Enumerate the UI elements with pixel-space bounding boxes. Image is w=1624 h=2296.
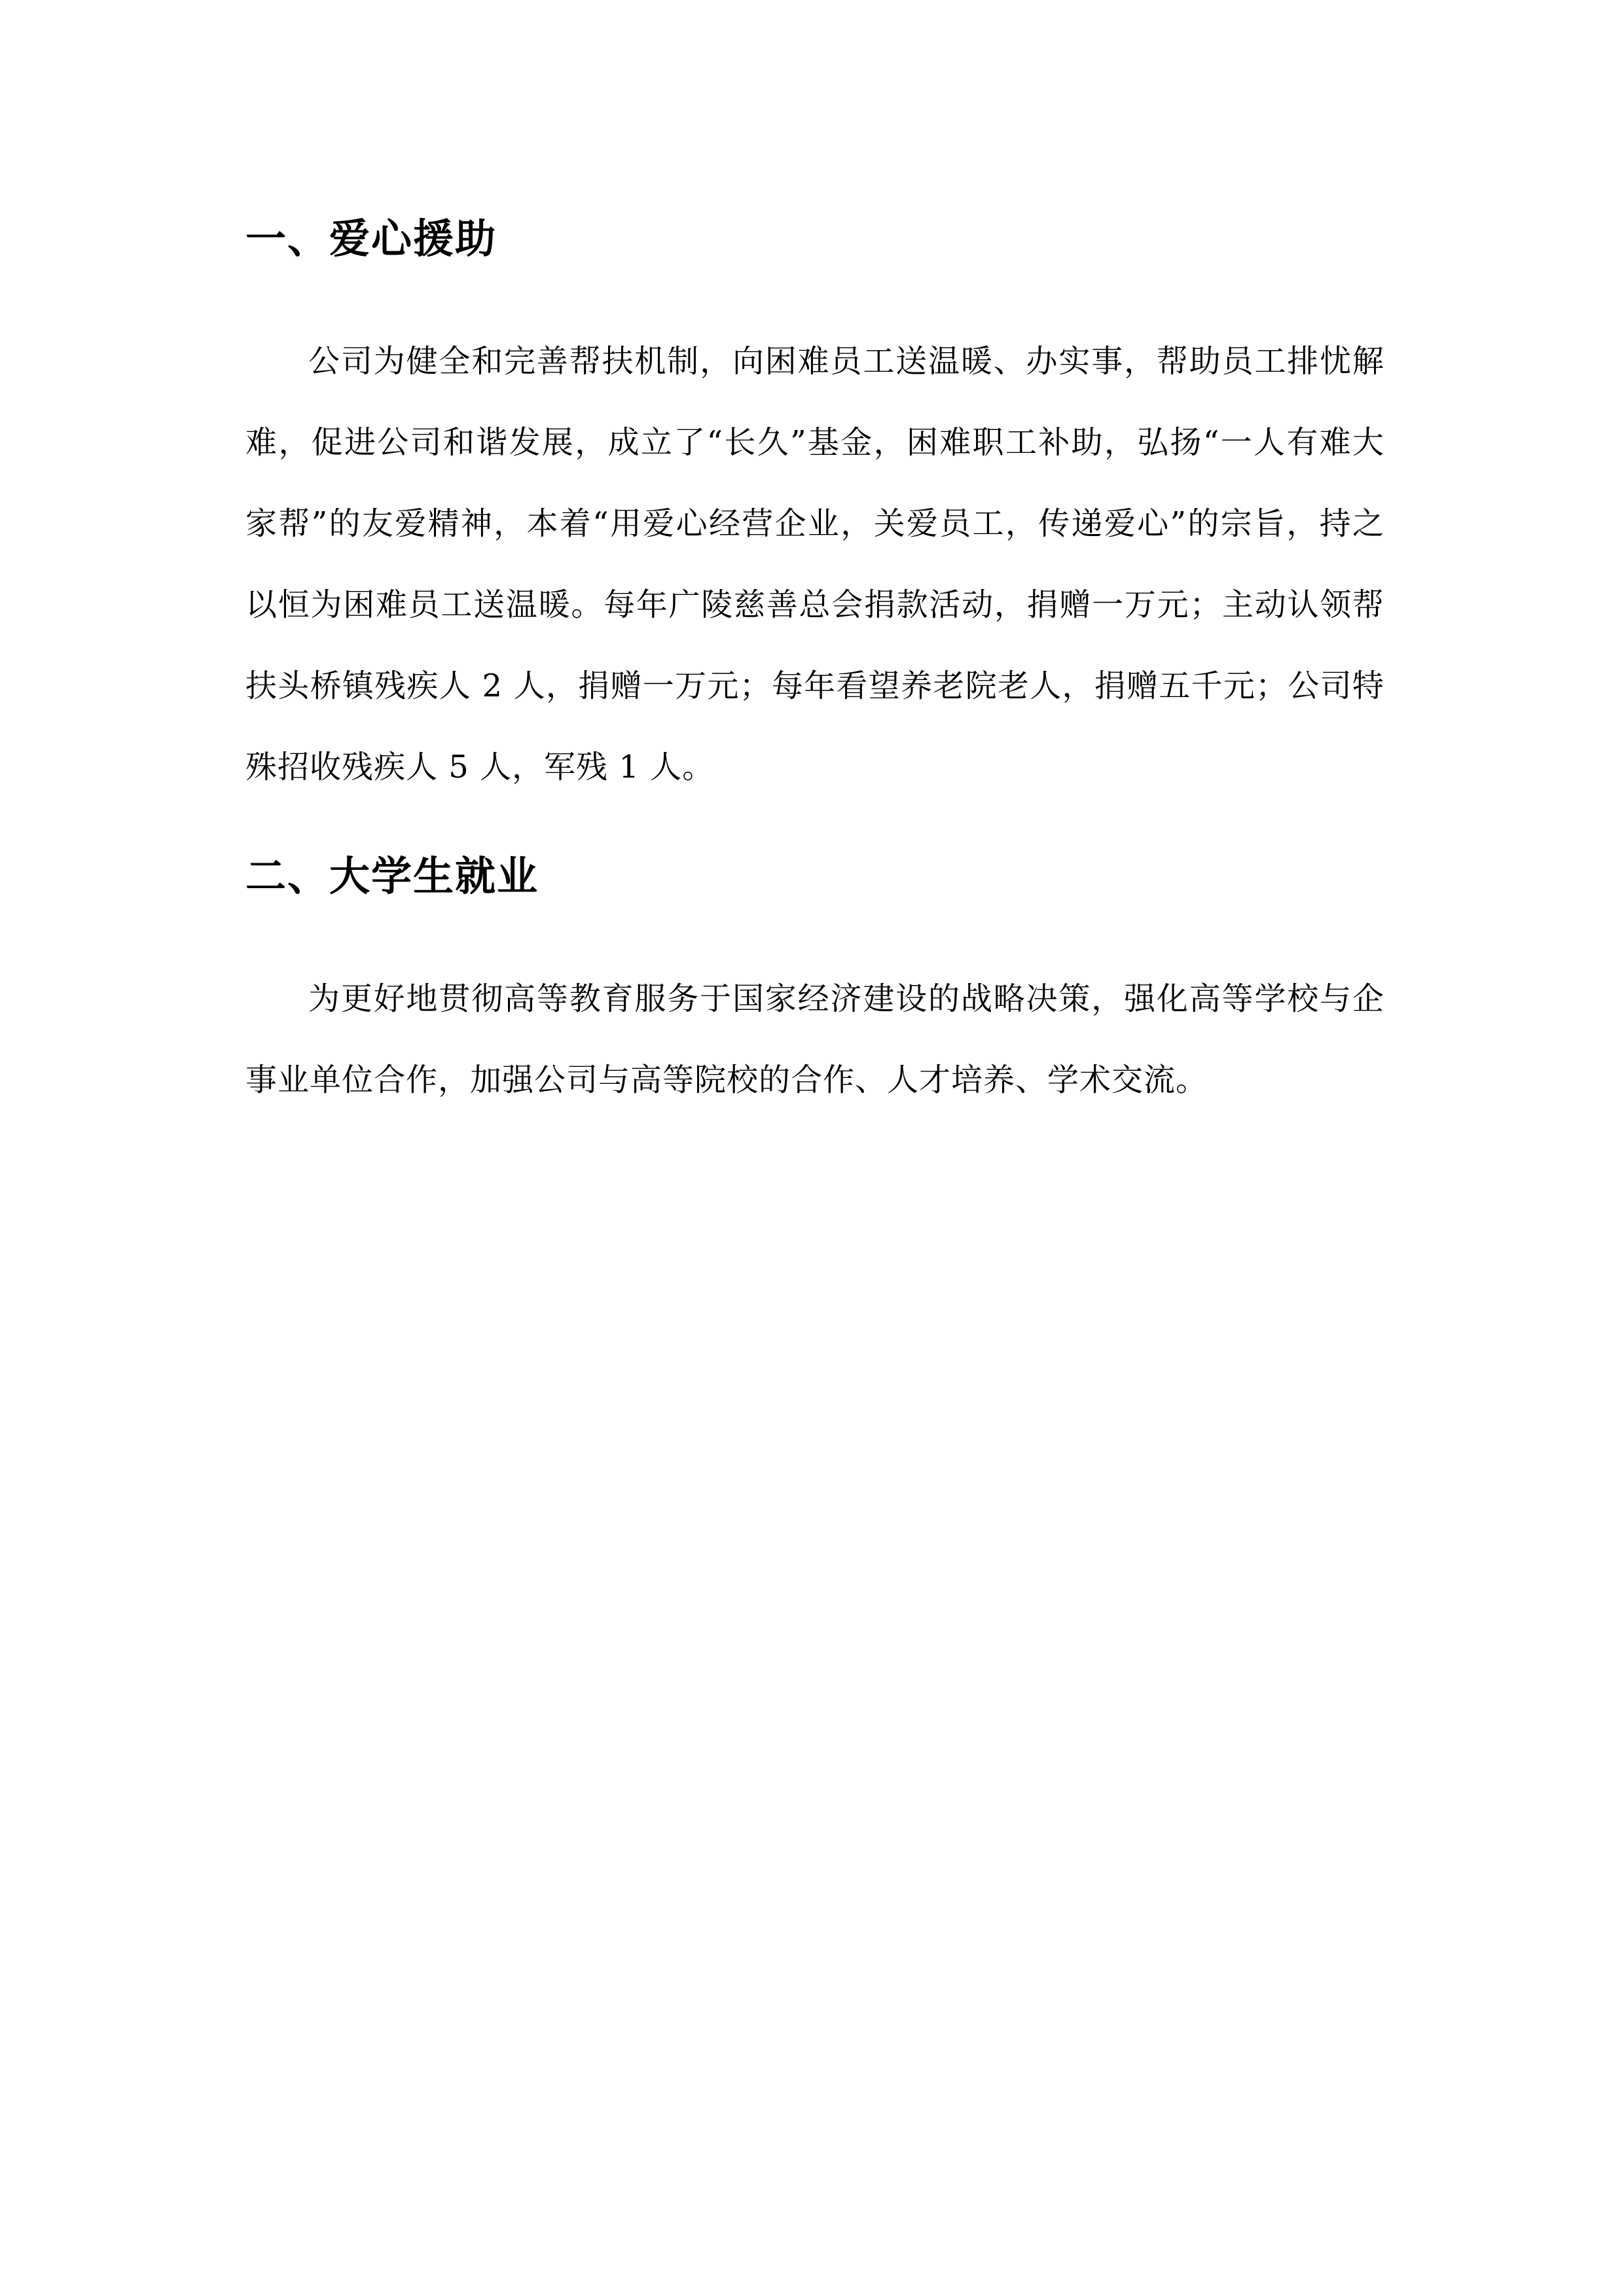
section-heading: 一、爱心援助 — [245, 215, 497, 262]
section-love-assistance — [245, 196, 1384, 808]
section-heading: 二、大学生就业 — [245, 852, 539, 900]
document-body — [245, 196, 1384, 1121]
section-paragraph: 公司为健全和完善帮扶机制，向困难员工送温暖、办实事，帮助员工排忧解难，促进公司和谐发展，成立了“长久”基金，困难职工补助，弘扬“一人有难大家帮”的友爱精神，本着“用爱心经营企业，关爱员工，传递爱心”的宗旨，持之以恒为困难员工送温暖。每年广陵慈善总会捐款活动，捐赠一万元；主动认领帮扶头桥镇残疾人 2 人，捐赠一万元；每年看望养老院老人，捐赠五千元；公司特殊招收残疾人 5 人，军残 1 人。 — [245, 343, 1384, 785]
section-paragraph: 为更好地贯彻高等教育服务于国家经济建设的战略决策，强化高等学校与企事业单位合作，加强公司与高等院校的合作、人才培养、学术交流。 — [245, 980, 1384, 1098]
section-graduate-employment — [245, 834, 1384, 1121]
